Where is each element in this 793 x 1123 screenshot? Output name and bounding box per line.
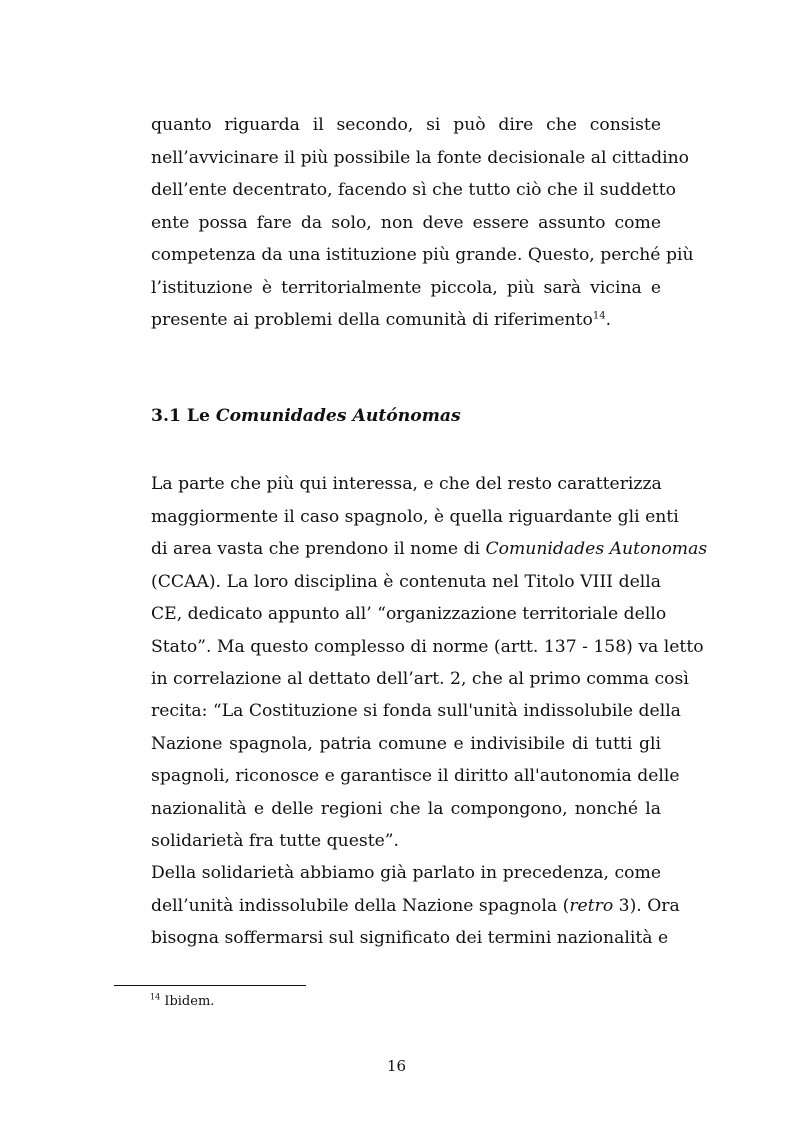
body-line: bisogna soffermarsi sul significato dei termini nazionalità e <box>151 928 669 948</box>
section-heading <box>151 405 461 427</box>
body-line <box>151 895 680 917</box>
body-line: recita: “La Costituzione si fonda sull'unità indissolubile della <box>151 701 681 721</box>
page-number: 16 <box>386 1057 407 1075</box>
body-line: maggiormente il caso spagnolo, è quella riguardante gli enti <box>151 507 679 527</box>
body-line: spagnoli, riconosce e garantisce il diritto all'autonomia delle <box>151 766 680 786</box>
body-line-last <box>151 309 661 331</box>
body-text: dell’unità indissolubile della Nazione spagnola ( <box>151 896 570 916</box>
punctuation: . <box>605 310 612 330</box>
body-line: Della solidarietà abbiamo già parlato in precedenza, come <box>151 863 661 883</box>
footnote-reference[interactable]: 14 <box>592 310 606 322</box>
footnote-number: 14 <box>150 992 161 1002</box>
body-line: CE, dedicato appunto all’ “organizzazione territoriale dello <box>151 604 667 624</box>
body-text: di area vasta che prendono il nome di <box>151 539 481 559</box>
body-line: l’istituzione è territorialmente piccola, più sarà vicina e <box>151 278 661 298</box>
body-line: ente possa fare da solo, non deve essere assunto come <box>151 213 661 233</box>
body-line <box>151 538 708 560</box>
body-line: quanto riguarda il secondo, si può dire che consiste <box>151 115 661 135</box>
section-number: 3.1 Le <box>151 406 210 426</box>
body-line: nell’avvicinare il più possibile la fonte decisionale al cittadino <box>151 148 690 168</box>
body-line-last: solidarietà fra tutte queste”. <box>151 831 400 851</box>
italic-term: Comunidades Autonomas <box>485 539 708 559</box>
footnote <box>150 993 214 1011</box>
body-line: competenza da una istituzione più grande. Questo, perché più <box>151 245 694 265</box>
body-line: La parte che più qui interessa, e che del resto caratterizza <box>151 474 662 494</box>
section-title: Comunidades Autónomas <box>215 406 461 426</box>
body-text: presente ai problemi della comunità di riferimento <box>151 310 593 330</box>
body-text: 3). Ora <box>613 896 680 916</box>
body-line: nazionalità e delle regioni che la compongono, nonché la <box>151 799 661 819</box>
body-line: Stato”. Ma questo complesso di norme (artt. 137 - 158) va letto <box>151 637 704 657</box>
footnote-text: Ibidem. <box>160 994 215 1009</box>
italic-term: retro <box>569 896 614 916</box>
body-line: Nazione spagnola, patria comune e indivisibile di tutti gli <box>151 734 661 754</box>
body-line: in correlazione al dettato dell’art. 2, che al primo comma così <box>151 669 689 689</box>
body-line: (CCAA). La loro disciplina è contenuta nel Titolo VIII della <box>151 572 661 592</box>
footnote-separator <box>114 985 306 986</box>
body-line: dell’ente decentrato, facendo sì che tutto ciò che il suddetto <box>151 180 676 200</box>
